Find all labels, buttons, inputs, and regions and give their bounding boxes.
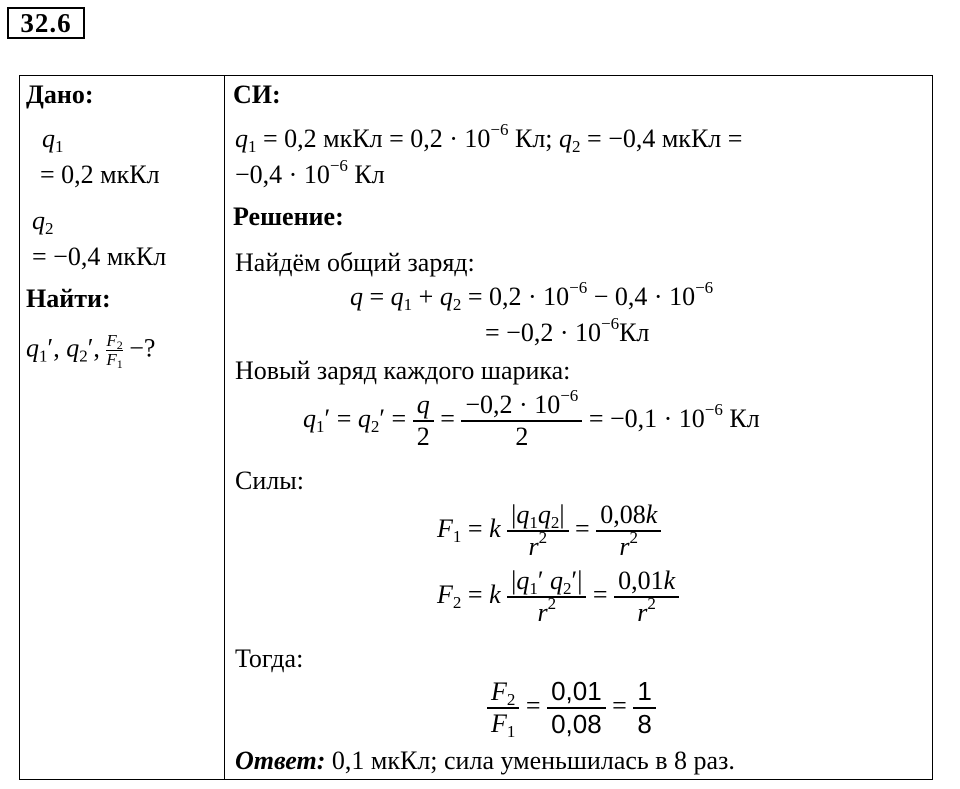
given-q1-name: $q_1$ bbox=[42, 124, 64, 156]
total-charge-eq: $q = q_1 + q_2 = 0,2 \cdot 10^{-6} - 0,4 \cdot 10^{-6}$ bbox=[350, 278, 714, 314]
answer-text: 0,1 мкКл; сила уменьшилась в 8 раз. bbox=[325, 746, 735, 775]
si-line-2: $-0,4 \cdot 10^{-6}$ Кл bbox=[235, 156, 385, 189]
si-line-1: $q_1 = 0,2$ мкКл = $0,2 \cdot 10^{-6}$ Кл; $q_2 = -0,4$ мкКл = bbox=[235, 120, 743, 156]
new-charge-eq: $q_1' = q_2'$ = $\frac{q}{2}$ = $\frac{-0,2 \cdot 10^{-6}}{2}$ = $-0,1 \cdot 10^{-6}$ Кл bbox=[303, 386, 760, 451]
total-charge-result: = $-0,2 \cdot 10^{-6}Кл$ bbox=[485, 314, 650, 347]
find-expression: $q_1'$, $q_2'$, $\frac{F_2}{F_1}$ −? bbox=[26, 331, 156, 371]
force1-eq: $F_1 = k$ $\frac{|q_1q_2|}{r^2}$ = $\frac{0,08k}{r^2}$ bbox=[437, 500, 661, 562]
given-q1-value: = 0,2 мкКл bbox=[40, 160, 160, 189]
force2-eq: $F_2 = k$ $\frac{|q_1' q_2'|}{r^2}$ = $\frac{0,01k}{r^2}$ bbox=[437, 566, 679, 628]
find-header: Найти: bbox=[26, 284, 111, 313]
step1-text: Найдём общий заряд: bbox=[235, 248, 475, 277]
given-q2-value: = −0,4 мкКл bbox=[32, 242, 167, 271]
step4-text: Тогда: bbox=[235, 644, 304, 673]
problem-number: 32.6 bbox=[7, 7, 85, 39]
answer-label: Ответ: bbox=[235, 746, 326, 775]
si-header: СИ: bbox=[233, 80, 281, 109]
solution-table bbox=[19, 75, 933, 780]
given-q2-name: $q_2$ bbox=[32, 206, 54, 238]
force-ratio-eq: $\frac{F_2}{F_1}$ = $\frac{0,01}{0,08}$ = $\frac{1}{8}$ bbox=[487, 676, 656, 740]
given-header: Дано: bbox=[26, 80, 94, 109]
step3-text: Силы: bbox=[235, 466, 304, 495]
given-column bbox=[20, 76, 225, 780]
answer-line bbox=[235, 746, 735, 776]
step2-text: Новый заряд каждого шарика: bbox=[235, 356, 571, 385]
solution-header: Решение: bbox=[233, 202, 344, 231]
main-column bbox=[225, 76, 933, 780]
